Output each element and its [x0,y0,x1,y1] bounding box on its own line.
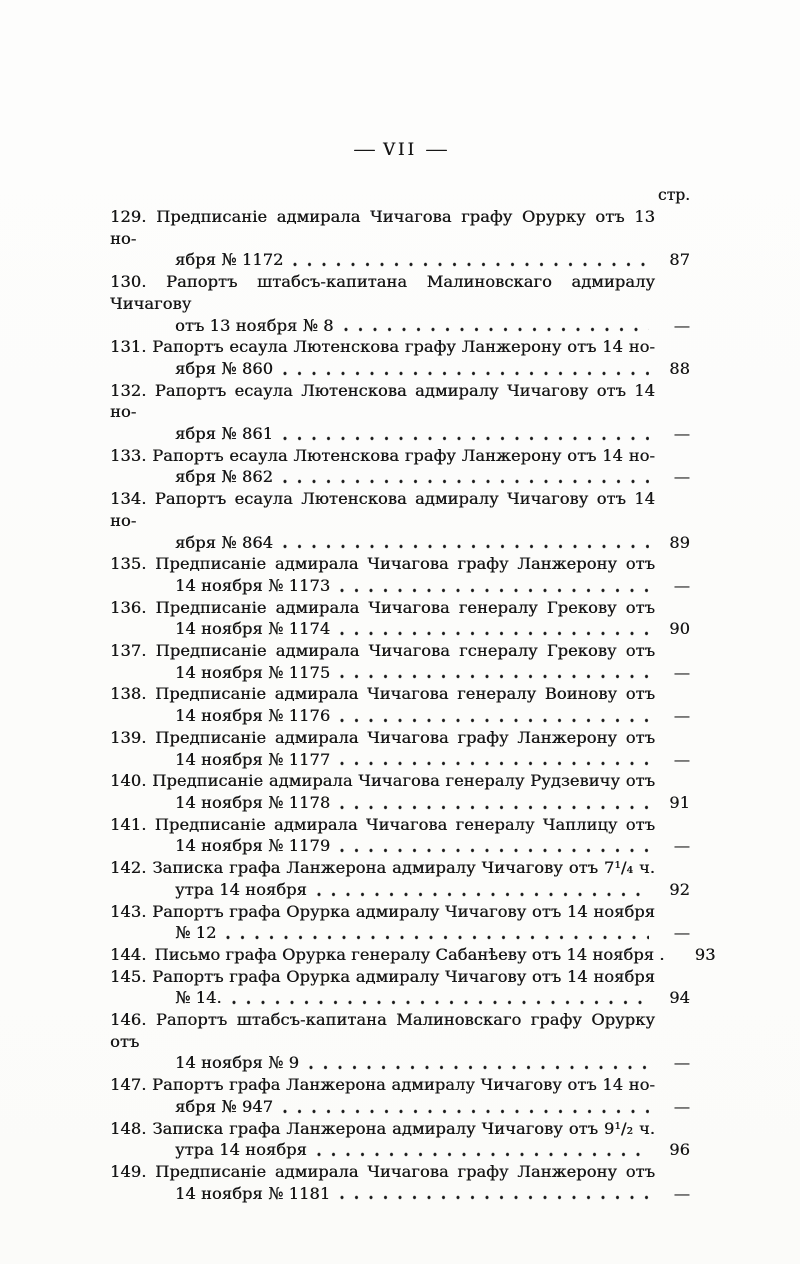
entry-first-text: Записка графа Ланжерона адмиралу Чичагову отъ 9¹/₂ ч. [152,1118,655,1138]
entry-first-text: Рапортъ штабсъ-капитана Малиновскаго графу Орурку отъ [110,1010,655,1051]
entry-number: 140. [110,771,147,791]
entry-page-number: 88 [669,358,690,378]
entry-continuation: ября № 861 [175,424,274,444]
entry-continuation: утра 14 ноября [175,1140,307,1160]
entry-first-text: Рапортъ штабсъ-капитана Малиновскаго адмиралу Чичагову [110,272,655,313]
entry-number: 131. [110,337,147,357]
dot-leader [340,792,649,814]
entry-page-number: — [673,1183,690,1203]
entry-second-line [110,922,690,944]
dot-leader [340,575,649,597]
entry-page-number: — [673,467,690,487]
entry-continuation: 14 ноября № 9 [175,1053,300,1073]
entry-page-number: 89 [669,532,690,552]
entry-number: 134. [110,489,147,509]
page-column-label: стр. [657,186,690,204]
entry-continuation: 14 ноября № 1173 [175,575,331,595]
entry-first-line [110,944,716,966]
entry-first-text: Рапортъ есаула Лютенскова графу Ланжерону отъ 14 но- [152,337,655,357]
entry-second-line [110,987,690,1009]
entry-second-line [110,662,690,684]
entry-continuation: 14 ноября № 1176 [175,706,331,726]
dot-leader [317,1139,649,1161]
entry-page-number: — [673,836,690,856]
entry-second-line [110,315,690,337]
entry-second-line [110,618,690,640]
toc-entry [110,336,690,379]
entry-first-line [110,727,655,749]
entry-first-line [110,380,655,423]
toc-entry [110,380,690,445]
entry-page-number: 87 [669,250,690,270]
entry-page-number: 96 [669,1140,690,1160]
entry-second-line [110,249,690,271]
toc-entry [110,640,690,683]
entry-number: 138. [110,684,147,704]
entry-first-line [110,1074,655,1096]
toc-entry [110,445,690,488]
entry-second-line [110,792,690,814]
entry-second-line [110,1052,690,1074]
entry-page-number: — [673,424,690,444]
entry-continuation: 14 ноября № 1181 [175,1183,331,1203]
entry-first-line [110,1161,655,1183]
toc-entry [110,597,690,640]
entry-number: 129. [110,207,147,226]
entry-continuation: 14 ноября № 1177 [175,749,331,769]
entry-second-line [110,575,690,597]
entry-first-text: Предписаніе адмирала Чичагова графу Ланжерону отъ [155,1161,655,1181]
dot-leader [340,835,649,857]
entry-first-text: Предписаніе адмирала Чичагова генералу Рудзевичу отъ [152,771,655,791]
entry-page-number: 90 [669,619,690,639]
entry-continuation: ября № 862 [175,467,274,487]
dot-leader [340,749,649,771]
entry-continuation: 14 ноября № 1174 [175,619,331,639]
entry-first-line [110,553,655,575]
entry-page-number: 94 [669,988,690,1008]
entry-first-line [110,901,655,923]
toc-entry [110,1161,690,1204]
entry-page-number: 93 [694,944,716,964]
entry-page-number: — [673,575,690,595]
entry-first-line [110,683,655,705]
dot-leader [340,1183,649,1205]
entry-first-text: Рапортъ есаула Лютенскова графу Ланжерону отъ 14 но- [152,445,655,465]
entry-first-line [110,488,655,531]
entry-number: 130. [110,272,147,292]
dot-leader [344,315,649,337]
entry-first-line [110,966,655,988]
entry-page-number: — [673,315,690,335]
toc-entry [110,1074,690,1117]
toc-list [110,206,716,1204]
entry-first-text: Рапортъ графа Орурка адмиралу Чичагову отъ 14 ноября [152,901,655,921]
entry-continuation: № 12 [175,923,217,943]
entry-second-line [110,532,690,554]
entry-first-text: Рапортъ есаула Лютенскова адмиралу Чичагову отъ 14 но- [110,489,656,530]
entry-first-text: Рапортъ есаула Лютенскова адмиралу Чичагову отъ 14 но- [110,380,656,422]
entry-number: 149. [110,1161,147,1181]
toc-entry [110,488,690,553]
dot-leader [283,423,649,445]
running-head [0,139,800,161]
entry-continuation: ября № 860 [175,358,274,378]
entry-first-text: Предписаніе адмирала Чичагова графу Ланжерону отъ [155,554,655,574]
entry-continuation: ября № 864 [175,532,274,552]
entry-continuation: ября № 947 [175,1096,274,1116]
entry-first-line [110,1118,655,1140]
entry-second-line [110,749,690,771]
dot-leader [283,1096,649,1118]
entry-second-line [110,1139,690,1161]
entry-number: 148. [110,1118,147,1138]
entry-page-number: — [673,1096,690,1116]
entry-second-line [110,466,690,488]
entry-page-number: 92 [669,879,690,899]
entry-first-text: Предписаніе адмирала Чичагова графу Орурку отъ 13 но- [110,207,655,248]
toc-entry [110,770,690,813]
entry-second-line [110,423,690,445]
dot-leader [283,532,649,554]
toc-entry [110,206,690,271]
dot-leader [283,466,649,488]
toc-entry [110,966,690,1009]
entry-number: 143. [110,901,147,921]
entry-first-line [110,206,655,249]
entry-continuation: ября № 1172 [175,250,284,270]
entry-number: 139. [110,727,147,747]
entry-number: 137. [110,641,147,661]
entry-number: 146. [110,1010,147,1030]
toc-entry [110,271,690,336]
entry-first-text: Предписаніе адмирала Чичагова гснералу Грекову отъ [155,641,655,661]
dot-leader [226,922,649,944]
entry-number: 144. [110,944,147,964]
entry-first-line [110,1009,655,1052]
entry-first-text: Предписаніе адмирала Чичагова генералу Воинову отъ [155,684,655,704]
entry-continuation: № 14. [175,988,222,1008]
entry-number: 142. [110,858,147,878]
entry-number: 145. [110,966,147,986]
entry-second-line [110,358,690,380]
entry-continuation: 14 ноября № 1178 [175,792,331,812]
entry-page-number: — [673,923,690,943]
entry-first-line [110,271,655,314]
entry-first-line [110,597,655,619]
entry-first-text: Предписаніе адмирала Чичагова графу Ланжерону отъ [155,727,655,747]
entry-first-line [110,445,655,467]
dot-leader [317,879,649,901]
entry-number: 132. [110,380,147,400]
entry-continuation: отъ 13 ноября № 8 [175,315,334,335]
header-dash-left: — [352,140,375,159]
folio-number: VII [383,140,417,159]
entry-second-line [110,835,690,857]
toc-entry [110,814,690,857]
dot-leader [340,618,649,640]
toc-entry [110,683,690,726]
entry-page-number: — [673,706,690,726]
entry-page-number: — [673,662,690,682]
entry-first-text: Записка графа Ланжерона адмиралу Чичагову отъ 7¹/₄ ч. [152,858,655,878]
entry-page-number: 91 [669,792,690,812]
toc-entry [110,857,690,900]
entry-second-line [110,705,690,727]
dot-leader [283,358,649,380]
entry-second-line [110,879,690,901]
entry-number: 135. [110,554,147,574]
dot-leader [340,662,649,684]
entry-number: 147. [110,1075,147,1095]
toc-entry [110,727,690,770]
entry-page-number: — [673,749,690,769]
dot-leader [309,1052,649,1074]
entry-number: 141. [110,814,147,834]
entry-continuation: 14 ноября № 1175 [175,662,331,682]
entry-number: 133. [110,445,147,465]
toc-entry [110,944,716,966]
entry-second-line [110,1183,690,1205]
dot-leader [293,249,649,271]
entry-second-line [110,1096,690,1118]
entry-first-line [110,770,655,792]
dot-leader [340,705,649,727]
entry-first-text: Письмо графа Орурка генералу Сабанѣеву отъ 14 ноября . [154,944,665,964]
entry-first-line [110,857,655,879]
header-dash-right: — [425,140,448,159]
entry-first-line [110,814,655,836]
entry-continuation: утра 14 ноября [175,879,307,899]
toc-entry [110,901,690,944]
entry-number: 136. [110,597,147,617]
dot-leader [232,987,649,1009]
entry-first-text: Предписаніе адмирала Чичагова генералу Грекову отъ [155,597,655,617]
entry-page-number: — [673,1053,690,1073]
entry-continuation: 14 ноября № 1179 [175,836,331,856]
toc-entry [110,553,690,596]
toc-entry [110,1009,690,1074]
entry-first-text: Рапортъ графа Орурка адмиралу Чичагову отъ 14 ноября [152,966,655,986]
entry-first-text: Предписаніе адмирала Чичагова генералу Чаплицу отъ [154,814,655,834]
entry-first-text: Рапортъ графа Ланжерона адмиралу Чичагову отъ 14 но- [152,1075,655,1095]
entry-first-line [110,640,655,662]
entry-first-line [110,336,655,358]
toc-entry [110,1118,690,1161]
